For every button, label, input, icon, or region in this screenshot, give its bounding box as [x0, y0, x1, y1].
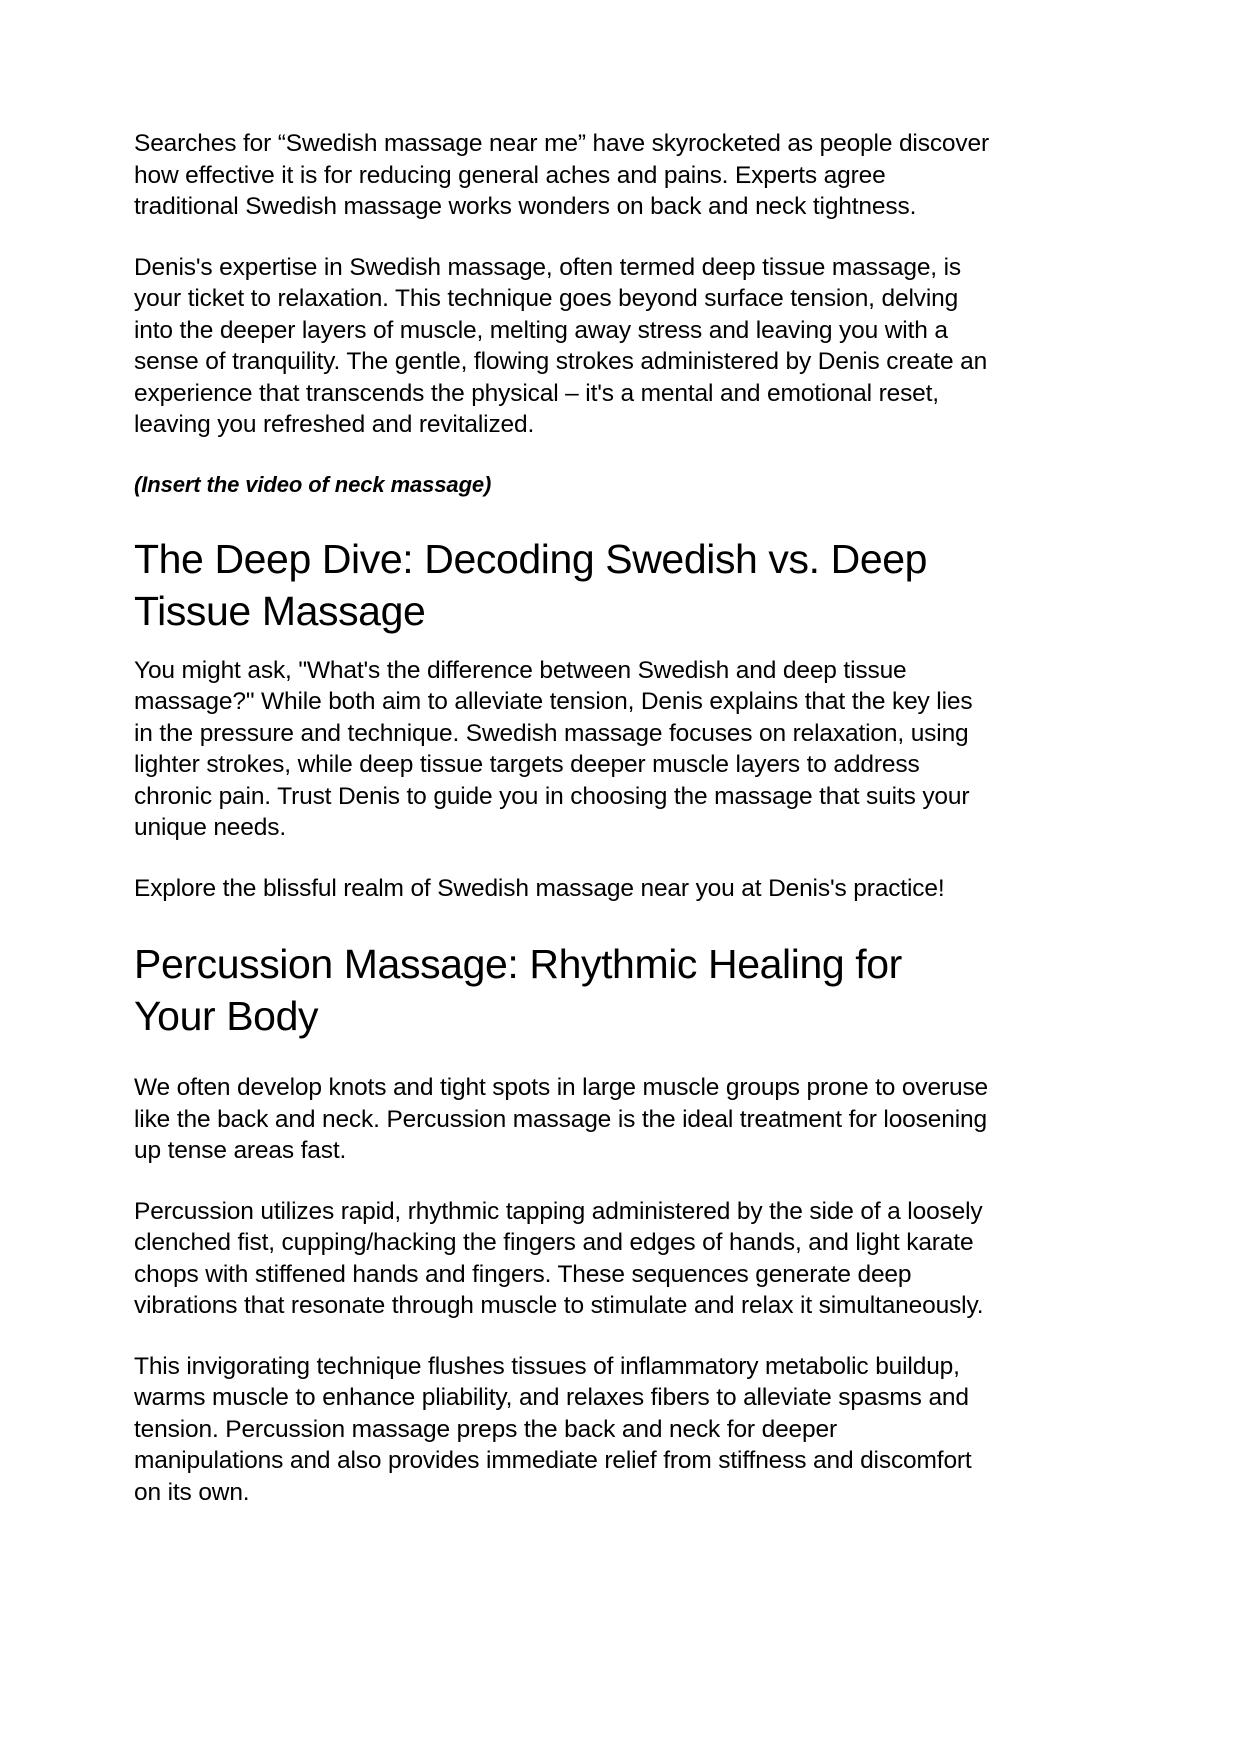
paragraph-intro: Searches for “Swedish massage near me” have skyrocketed as people discover how effective it is for reducing general aches and pains. Experts agree traditional Swedish massage works wonders on back and neck tightness.: [134, 130, 989, 220]
paragraph-knots-tight-spots: We often develop knots and tight spots in large muscle groups prone to overuse like the back and neck. Percussion massage is the ideal treatment for loosening up tense areas fast.: [134, 1074, 989, 1164]
paragraph-swedish-vs-deep-tissue: You might ask, "What's the difference between Swedish and deep tissue massage?" While both aim to alleviate tension, Denis explains that the key lies in the pressure and technique. Swedish massage focuses on relaxation, using lighter strokes, while deep tissue targets deeper muscle layers to address chronic pain. Trust Denis to guide you in choosing the massage that suits your unique needs.: [134, 656, 973, 841]
paragraph-explore-practice: Explore the blissful realm of Swedish massage near you at Denis's practice!: [134, 874, 945, 902]
insert-video-note: (Insert the video of neck massage): [134, 471, 492, 497]
paragraph-invigorating-technique: This invigorating technique flushes tissues of inflammatory metabolic buildup, warms muscle to enhance pliability, and relaxes fibers to alleviate spasms and tension. Percussion massage preps the back and neck for deeper manipulations and also provides immediate relief from stiffness and discomfort on its own.: [134, 1352, 972, 1506]
heading-deep-dive: The Deep Dive: Decoding Swedish vs. Deep Tissue Massage: [134, 535, 928, 634]
document-body: [134, 128, 990, 1537]
heading-percussion-massage: Percussion Massage: Rhythmic Healing for Your Body: [134, 941, 902, 1039]
paragraph-percussion-technique: Percussion utilizes rapid, rhythmic tapping administered by the side of a loosely clenched fist, cupping/hacking the fingers and edges of hands, and light karate chops with stiffened hands and fingers. These sequences generate deep vibrations that resonate through muscle to stimulate and relax it simultaneously.: [134, 1197, 984, 1319]
paragraph-denis-expertise: Denis's expertise in Swedish massage, often termed deep tissue massage, is your ticket to relaxation. This technique goes beyond surface tension, delving into the deeper layers of muscle, melting away stress and leaving you with a sense of tranquility. The gentle, flowing strokes administered by Denis create an experience that transcends the physical – it's a mental and emotional reset, leaving you refreshed and revitalized.: [134, 253, 988, 438]
